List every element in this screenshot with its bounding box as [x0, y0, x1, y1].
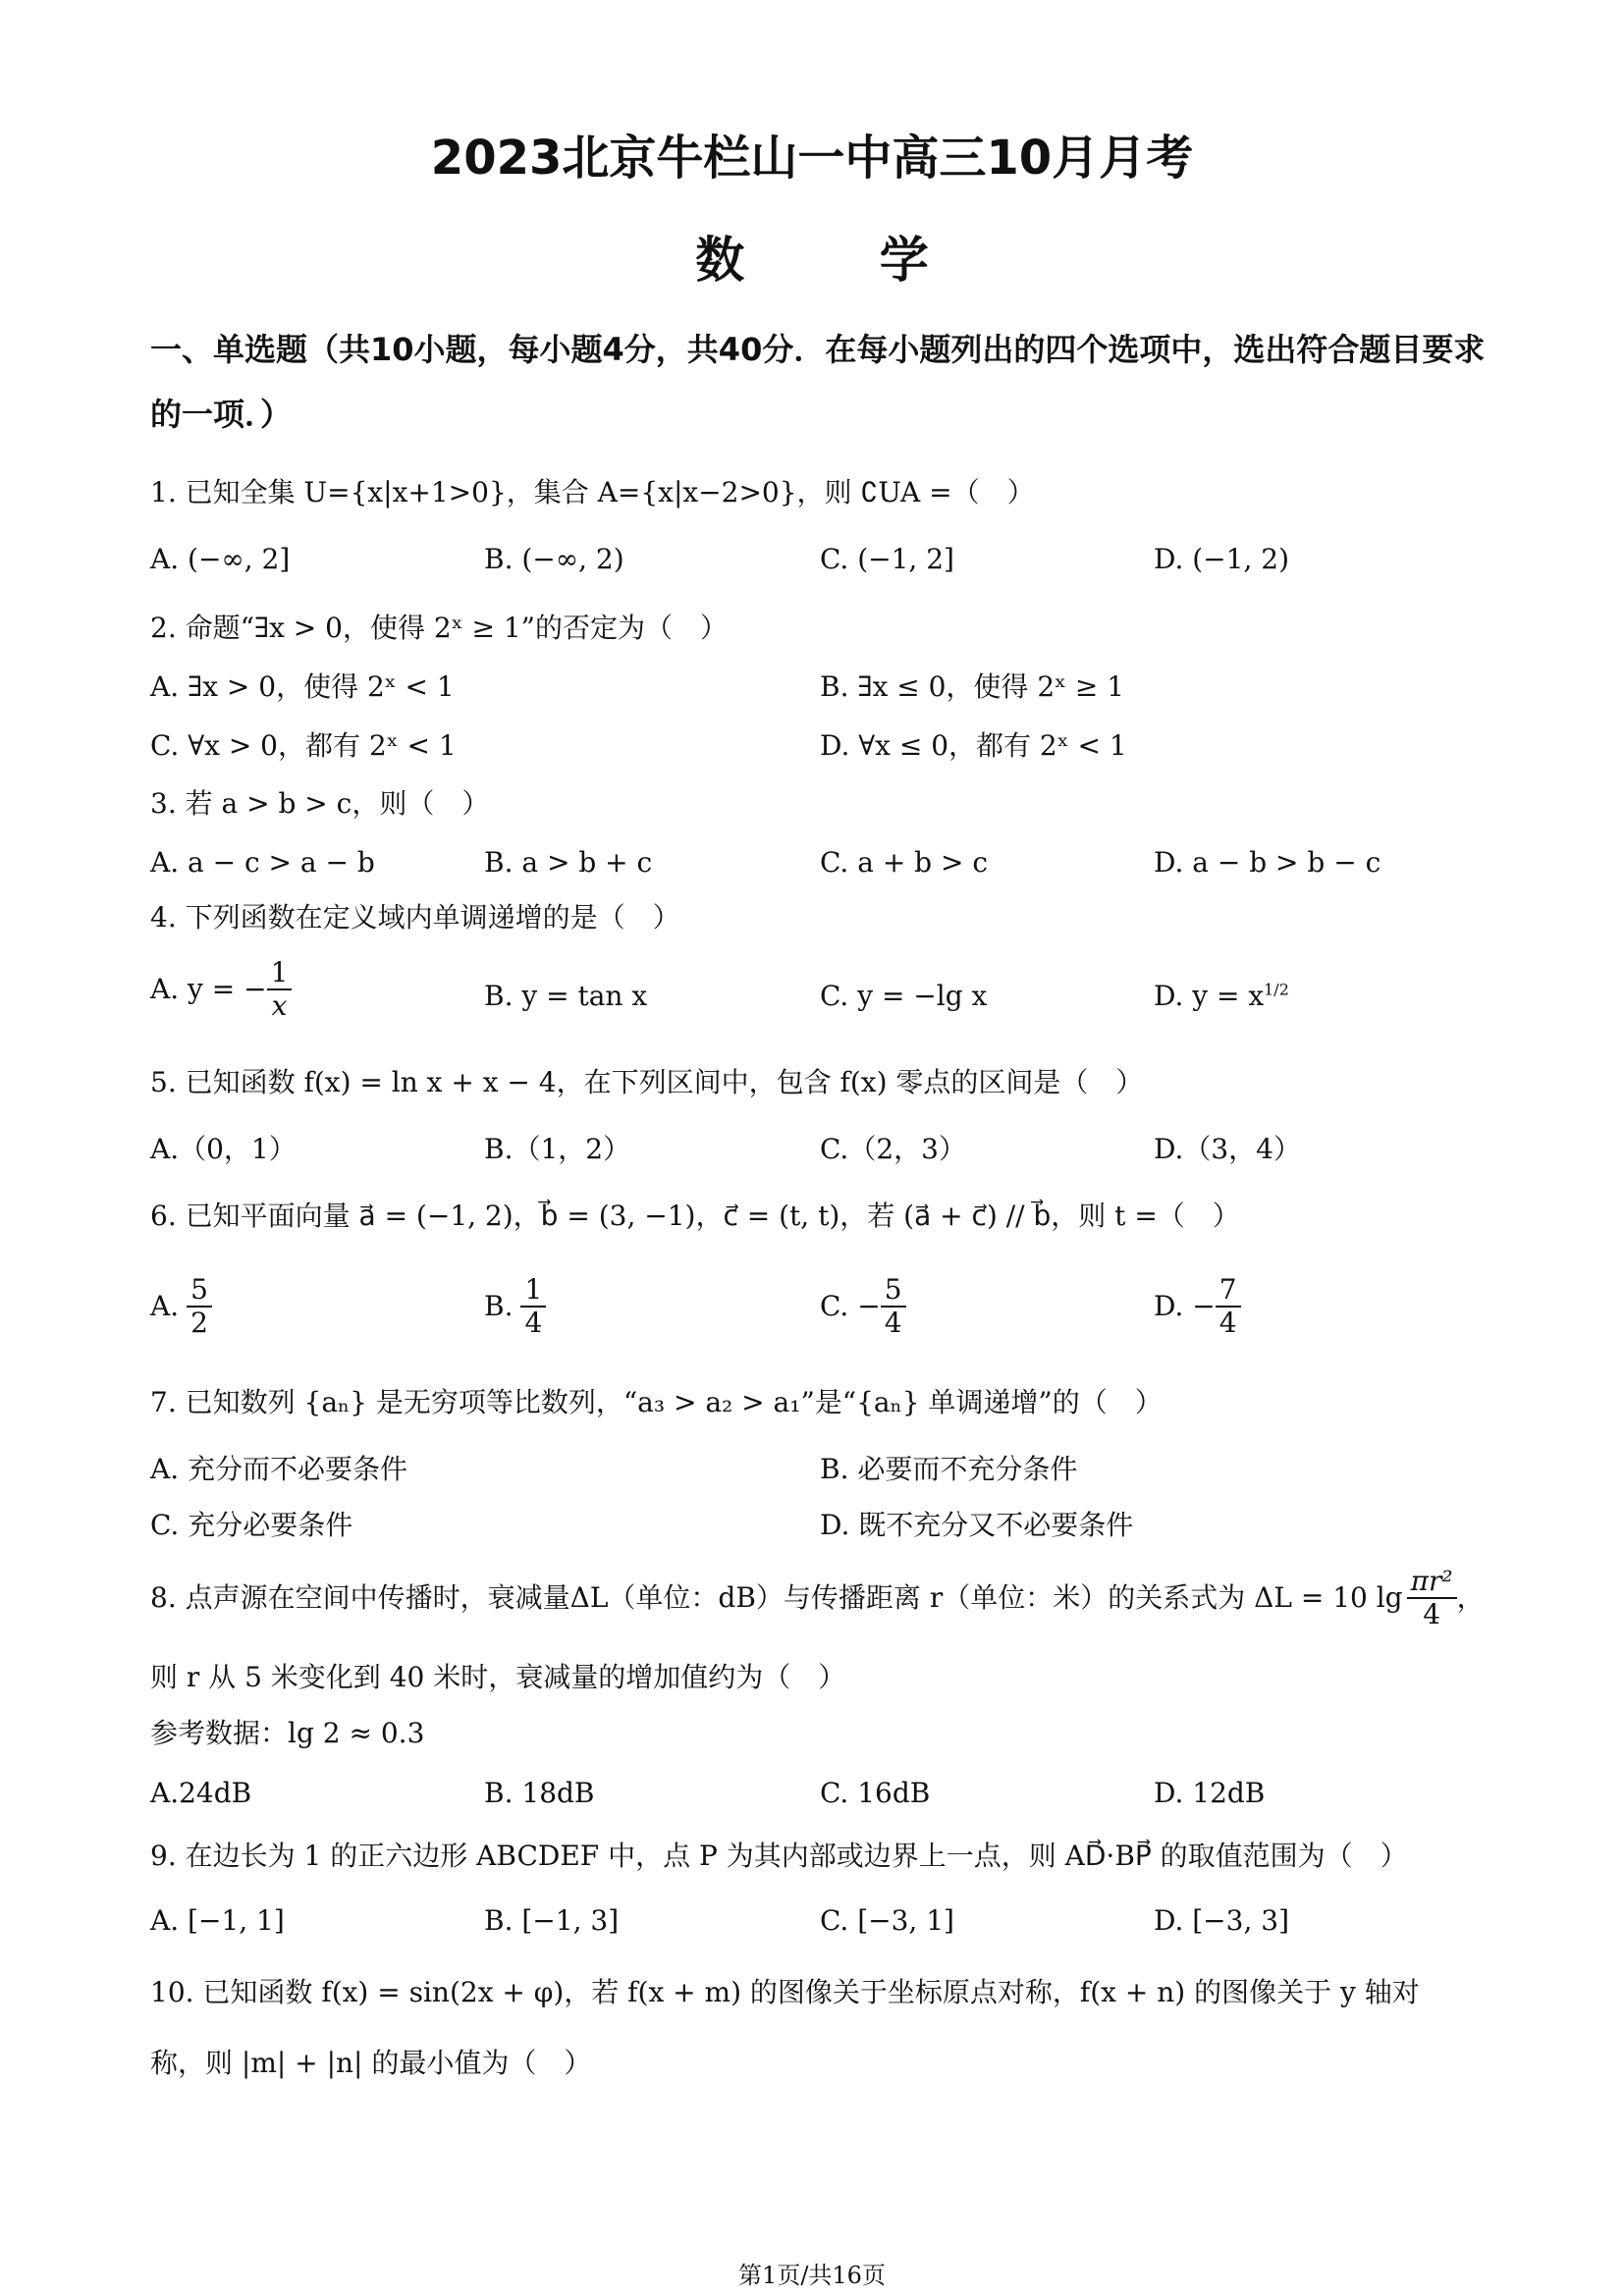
q6-option-d-label: D. − — [1154, 1290, 1216, 1323]
q6a-fraction — [187, 1274, 212, 1339]
question-9: 9. 在边长为 1 的正六边形 ABCDEF 中，点 P 为其内部或边界上一点，则 AD⃗·BP⃗ 的取值范围为（ ） — [150, 1840, 1408, 1872]
exam-title: 2023北京牛栏山一中高三10月月考 — [430, 131, 1194, 186]
q6d-denominator: 4 — [1218, 1307, 1237, 1340]
question-6: 6. 已知平面向量 a⃗ = (−1, 2)，b⃗ = (3, −1)，c⃗ = (t, t)，若 (a⃗ + c⃗) // b⃗，则 t =（ ） — [150, 1200, 1240, 1232]
q2-option-c: C. ∀x > 0，都有 2ˣ < 1 — [150, 729, 457, 762]
q6b-fraction — [520, 1274, 546, 1339]
q6-option-b — [484, 1274, 546, 1339]
q7-option-c: C. 充分必要条件 — [150, 1509, 353, 1541]
q8-option-b: B. 18dB — [484, 1777, 595, 1809]
q6b-denominator: 4 — [524, 1307, 543, 1340]
q8-denominator: 4 — [1423, 1598, 1441, 1631]
q6d-fraction — [1216, 1274, 1241, 1339]
q7-option-b: B. 必要而不充分条件 — [820, 1453, 1078, 1485]
q6b-numerator: 1 — [520, 1274, 546, 1308]
q5-option-d: D.（3，4） — [1154, 1133, 1301, 1165]
q6d-numerator: 7 — [1216, 1274, 1241, 1308]
q4a-numerator: 1 — [267, 957, 293, 990]
question-4: 4. 下列函数在定义域内单调递增的是（ ） — [150, 901, 680, 934]
q4-option-c: C. y = −lg x — [820, 980, 988, 1012]
q7-option-d: D. 既不充分又不必要条件 — [820, 1509, 1134, 1541]
q6c-numerator: 5 — [881, 1274, 906, 1308]
question-3: 3. 若 a > b > c，则（ ） — [150, 787, 490, 820]
question-10: 10. 已知函数 f(x) = sin(2x + φ)，若 f(x + m) 的图像关于坐标原点对称，f(x + n) 的图像关于 y 轴对 — [150, 1976, 1420, 2008]
q1-option-a: A. (−∞, 2] — [150, 543, 291, 575]
q6a-numerator: 5 — [187, 1274, 212, 1308]
q9-option-b: B. [−1, 3] — [484, 1904, 620, 1937]
q9-option-c: C. [−3, 1] — [820, 1904, 954, 1937]
q5-option-b: B.（1，2） — [484, 1133, 631, 1165]
q4-option-d-text: D. y = x — [1154, 980, 1265, 1012]
q8-reference-data: 参考数据：lg 2 ≈ 0.3 — [150, 1717, 425, 1749]
question-8 — [150, 1566, 1485, 1630]
q3-option-a: A. a − c > a − b — [150, 846, 375, 879]
q5-option-a: A.（0，1） — [150, 1133, 297, 1165]
q2-option-d: D. ∀x ≤ 0，都有 2ˣ < 1 — [820, 729, 1127, 762]
q4a-denominator: x — [271, 989, 288, 1023]
q6c-fraction — [881, 1274, 906, 1339]
q1-option-c: C. (−1, 2] — [820, 543, 954, 575]
q6-option-a-label: A. — [150, 1290, 180, 1323]
q6c-denominator: 4 — [884, 1307, 902, 1340]
q8-option-a: A.24dB — [150, 1777, 252, 1809]
q6-option-c — [820, 1274, 906, 1339]
q8-option-d: D. 12dB — [1154, 1777, 1266, 1809]
q5-option-c: C.（2，3） — [820, 1133, 966, 1165]
question-5: 5. 已知函数 f(x) = ln x + x − 4，在下列区间中，包含 f(x) 零点的区间是（ ） — [150, 1066, 1144, 1098]
q3-option-c: C. a + b > c — [820, 846, 989, 879]
q4-option-a-text: A. y = − — [150, 973, 267, 1006]
q4-option-d — [1154, 980, 1289, 1013]
q6a-denominator: 2 — [190, 1307, 208, 1340]
q4a-fraction — [267, 957, 293, 1022]
q9-option-d: D. [−3, 3] — [1154, 1904, 1289, 1937]
q3-option-b: B. a > b + c — [484, 846, 653, 879]
subject-title: 数 学 — [695, 232, 988, 289]
question-8-line2: 则 r 从 5 米变化到 40 米时，衰减量的增加值约为（ ） — [150, 1661, 846, 1693]
q3-option-d: D. a − b > b − c — [1154, 846, 1381, 879]
q9-option-a: A. [−1, 1] — [150, 1904, 285, 1937]
page-number: 第1页/共16页 — [738, 2262, 886, 2289]
question-1: 1. 已知全集 U={x|x+1>0}，集合 A={x|x−2>0}，则 ∁UA =（ ） — [150, 476, 1035, 508]
q8-numerator: πr² — [1407, 1566, 1457, 1599]
q6-option-a — [150, 1274, 212, 1339]
q4d-exponent: 1/2 — [1264, 980, 1289, 999]
q2-option-a: A. ∃x > 0，使得 2ˣ < 1 — [150, 670, 455, 703]
question-7: 7. 已知数列 {aₙ} 是无穷项等比数列，“a₃ > a₂ > a₁”是“{aₙ} 单调递增”的（ ） — [150, 1386, 1163, 1418]
question-2: 2. 命题“∃x > 0，使得 2ˣ ≥ 1”的否定为（ ） — [150, 612, 728, 644]
q6-option-b-label: B. — [484, 1290, 514, 1323]
question-10-line2: 称，则 |m| + |n| 的最小值为（ ） — [150, 2047, 592, 2079]
q8-stem-text: 8. 点声源在空间中传播时，衰减量ΔL（单位：dB）与传播距离 r（单位：米）的关系式为 ΔL = 10 lg — [150, 1581, 1403, 1615]
q8-stem-tail: ， — [1456, 1581, 1485, 1615]
q8-fraction — [1407, 1566, 1457, 1630]
q1-option-d: D. (−1, 2) — [1154, 543, 1289, 575]
q4-option-a — [150, 957, 292, 1022]
section-heading: 一、单选题（共10小题，每小题4分，共40分．在每小题列出的四个选项中，选出符合题目要求的一项．） — [150, 331, 1486, 433]
q2-option-b: B. ∃x ≤ 0，使得 2ˣ ≥ 1 — [820, 670, 1125, 703]
q6-option-c-label: C. − — [820, 1290, 881, 1323]
q6-option-d — [1154, 1274, 1241, 1339]
q1-option-b: B. (−∞, 2) — [484, 543, 624, 575]
q8-option-c: C. 16dB — [820, 1777, 931, 1809]
q4-option-b: B. y = tan x — [484, 980, 648, 1012]
q7-option-a: A. 充分而不必要条件 — [150, 1453, 408, 1485]
